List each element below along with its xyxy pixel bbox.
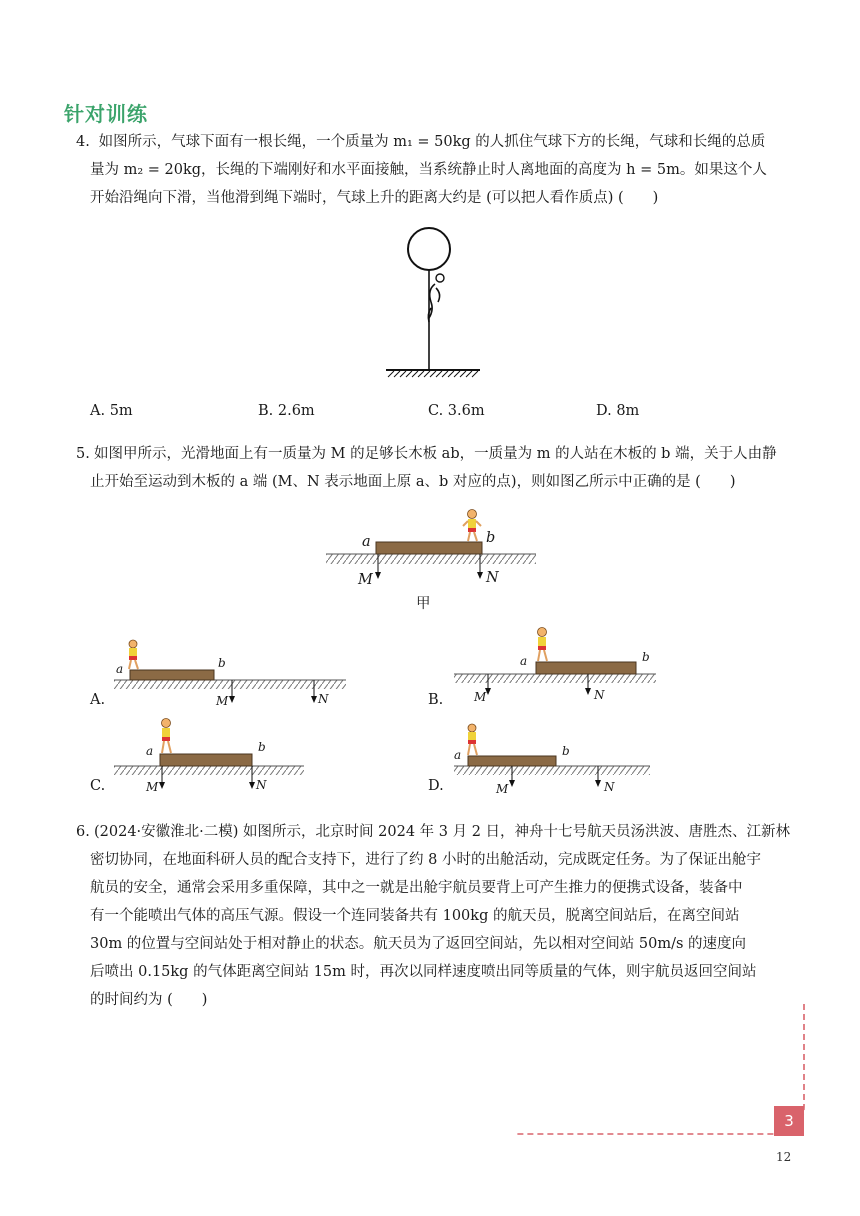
label-a: a xyxy=(520,654,528,668)
label-a: a xyxy=(454,748,462,762)
page-number: 12 xyxy=(776,1150,792,1164)
page-decoration xyxy=(510,1000,810,1140)
label-M: M xyxy=(358,572,373,588)
person-icon xyxy=(162,719,172,754)
option-d[interactable]: D. xyxy=(428,778,444,794)
label-b: b xyxy=(218,656,226,670)
label-M: M xyxy=(146,780,159,794)
question-text-line: 航员的安全，通常会采用多重保障，其中之一就是出舱宇航员要背上可产生推力的便携式设备，装备中 xyxy=(90,880,743,896)
figure-option-d xyxy=(452,718,652,794)
section-title: 针对训练 xyxy=(64,102,148,126)
question-4 xyxy=(76,128,806,212)
option-a[interactable]: A. 5m xyxy=(90,403,133,419)
figure-option-a xyxy=(112,636,348,710)
person-icon xyxy=(129,640,138,669)
figure-jia xyxy=(322,504,542,588)
option-a[interactable]: A. xyxy=(90,692,106,708)
question-text-line: 30m 的位置与空间站处于相对静止的状态。航天员为了返回空间站，先以相对空间站 50m/s 的速度向 xyxy=(90,936,747,952)
label-N: N xyxy=(604,780,615,794)
label-M: M xyxy=(216,694,229,708)
label-b: b xyxy=(486,530,496,546)
question-6 xyxy=(76,818,806,1014)
question-text-line: 有一个能喷出气体的高压气源。假设一个连同装备共有 100kg 的航天员，脱离空间站后，在离空间站 xyxy=(90,908,740,924)
question-text-line: 如图所示，气球下面有一根长绳，一个质量为 m₁ = 50kg 的人抓住气球下方的长绳，气球和长绳的总质 xyxy=(98,134,766,150)
label-a: a xyxy=(362,534,371,550)
balloon-figure xyxy=(380,222,490,382)
page-corner-badge: 3 xyxy=(774,1106,804,1136)
question-text-line: 的时间约为 ( ) xyxy=(90,992,208,1008)
person-icon xyxy=(463,510,481,542)
question-text-line: (2024·安徽淮北·二模) 如图所示，北京时间 2024 年 3 月 2 日，神舟十七号航天员汤洪波、唐胜杰、江新林 xyxy=(94,824,791,840)
label-b: b xyxy=(642,650,650,664)
label-N: N xyxy=(594,688,605,702)
question-text-line: 后喷出 0.15kg 的气体距离空间站 15m 时，再次以同样速度喷出同等质量的气体，则宇航员返回空间站 xyxy=(90,964,757,980)
question-number: 4. xyxy=(76,134,90,150)
label-a: a xyxy=(116,662,124,676)
label-b: b xyxy=(562,744,570,758)
question-text-line: 止开始至运动到木板的 a 端 (M、N 表示地面上原 a、b 对应的点)，则如图乙所示中正确的是 ( ) xyxy=(90,474,736,490)
option-b[interactable]: B. 2.6m xyxy=(258,403,315,419)
label-N: N xyxy=(318,692,329,706)
figure-caption: 甲 xyxy=(416,596,431,612)
question-number: 6. xyxy=(76,824,90,840)
label-M: M xyxy=(496,782,509,796)
label-N: N xyxy=(256,778,267,792)
option-c[interactable]: C. xyxy=(90,778,106,794)
figure-option-c xyxy=(112,714,308,794)
question-text-line: 量为 m₂ = 20kg，长绳的下端刚好和水平面接触，当系统静止时人离地面的高度为 h = 5m。如果这个人 xyxy=(90,162,767,178)
label-b: b xyxy=(258,740,266,754)
question-text-line: 密切协同，在地面科研人员的配合支持下，进行了约 8 小时的出舱活动，完成既定任务。为了保证出舱宇 xyxy=(90,852,761,868)
label-M: M xyxy=(474,690,487,704)
question-number: 5. xyxy=(76,446,90,462)
person-icon xyxy=(538,628,548,662)
option-d[interactable]: D. 8m xyxy=(596,403,640,419)
option-b[interactable]: B. xyxy=(428,692,444,708)
question-text-line: 如图甲所示，光滑地面上有一质量为 M 的足够长木板 ab，一质量为 m 的人站在木板的 b 端，关于人由静 xyxy=(94,446,777,462)
question-text-line: 开始沿绳向下滑，当他滑到绳下端时，气球上升的距离大约是 (可以把人看作质点) ( ) xyxy=(90,190,659,206)
person-icon xyxy=(468,724,477,755)
question-5 xyxy=(76,440,806,496)
label-a: a xyxy=(146,744,154,758)
label-N: N xyxy=(486,570,499,586)
option-c[interactable]: C. 3.6m xyxy=(428,403,485,419)
